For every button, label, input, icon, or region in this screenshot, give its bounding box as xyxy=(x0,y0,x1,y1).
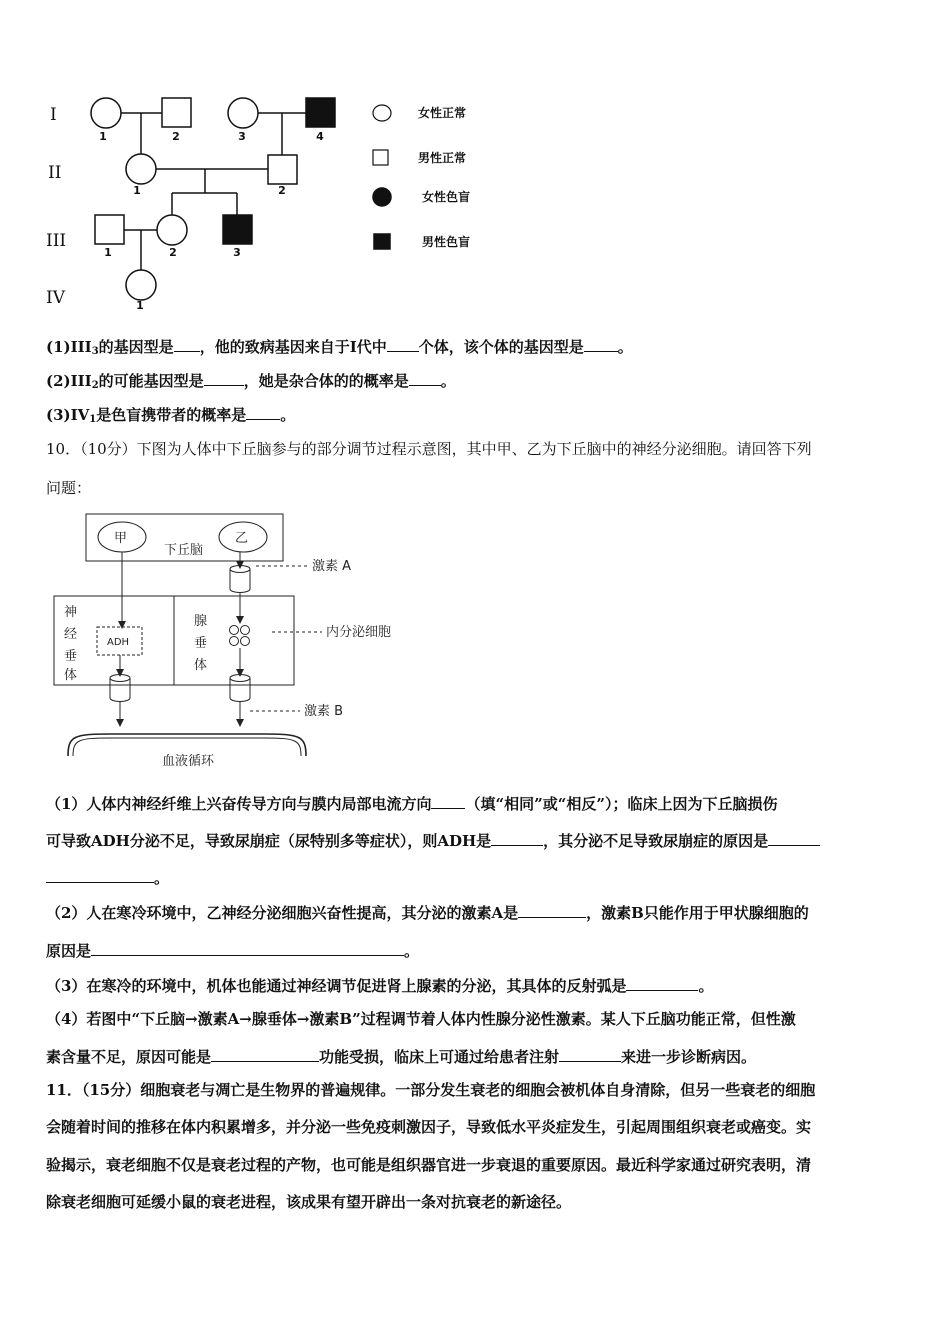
label-hormone-a: 激素 A xyxy=(312,559,352,574)
q11-line4: 除衰老细胞可延缓小鼠的衰老进程，该成果有望开辟出一条对抗衰老的新途径。 xyxy=(46,1193,572,1211)
num-III2: 2 xyxy=(169,246,177,259)
label-neuro-2: 经 xyxy=(64,627,78,642)
label-jia: 甲 xyxy=(114,531,128,546)
answer-blank[interactable] xyxy=(518,903,586,918)
pedigree-I4-male-colorblind xyxy=(306,98,335,127)
endocrine-cell-icon xyxy=(230,626,239,635)
pedigree-I3-female-normal xyxy=(228,98,258,128)
q10-part4-line2: 素含量不足，原因可能是 功能受损，临床上可通过给患者注射 来进一步诊断病因。 xyxy=(46,1048,757,1066)
num-I1: 1 xyxy=(99,130,107,143)
gen-label-I: I xyxy=(50,105,57,125)
pedigree-I2-male-normal xyxy=(162,98,191,127)
gen-label-III: III xyxy=(46,231,67,251)
answer-blank[interactable] xyxy=(46,868,154,883)
legend-male-normal-icon xyxy=(373,150,388,165)
label-neuro-1: 神 xyxy=(64,605,78,620)
q10-part3: （3）在寒冷的环境中，机体也能通过神经调节促进肾上腺素的分泌，其具体的反射弧是 。 xyxy=(46,977,714,995)
label-adeno-2: 垂 xyxy=(194,636,208,651)
label-yi: 乙 xyxy=(235,531,249,546)
pedigree-III2-female-normal xyxy=(157,215,187,245)
q11-line3: 验揭示，衰老细胞不仅是衰老过程的产物，也可能是组织器官进一步衰退的重要原因。最近科学家通过研究表明，清 xyxy=(46,1156,812,1174)
pedigree-IV1-female-normal xyxy=(126,270,156,300)
legend-female-normal: 女性正常 xyxy=(418,106,467,120)
num-II1: 1 xyxy=(133,184,141,197)
label-neuro-3: 垂 xyxy=(64,649,78,664)
legend-female-normal-icon xyxy=(373,105,391,121)
answer-blank[interactable] xyxy=(387,337,419,352)
pedigree-I1-female-normal xyxy=(91,98,121,128)
label-blood-circulation: 血液循环 xyxy=(162,754,215,769)
hypothalamus-diagram xyxy=(50,510,430,780)
pedigree-III1-male-normal xyxy=(95,215,124,244)
legend-male-normal: 男性正常 xyxy=(418,151,467,165)
q10-header-cont: 问题： xyxy=(46,479,92,497)
num-IV1: 1 xyxy=(136,299,144,312)
q10-header: 10．（10分）下图为人体中下丘脑参与的部分调节过程示意图，其中甲、乙为下丘脑中的神经分泌细胞。请回答下列 xyxy=(46,440,812,458)
label-hypothalamus: 下丘脑 xyxy=(164,543,204,558)
q10-part2-line1: （2）人在寒冷环境中，乙神经分泌细胞兴奋性提高，其分泌的激素A是 ，激素B只能作用于甲状腺细胞的 xyxy=(46,904,809,922)
legend-female-colorblind: 女性色盲 xyxy=(422,190,471,204)
q10-part1-line1: （1）人体内神经纤维上兴奋传导方向与膜内局部电流方向 （填“相同”或“相反”）；临床上因为下丘脑损伤 xyxy=(46,795,778,813)
q10-part4-line1: （4）若图中“下丘脑→激素A→腺垂体→激素B”过程调节着人体内性腺分泌性激素。某人下丘脑功能正常，但性激 xyxy=(46,1010,796,1028)
q11-line1: 11．（15分）细胞衰老与凋亡是生物界的普遍规律。一部分发生衰老的细胞会被机体自身清除，但另一些衰老的细胞 xyxy=(46,1081,816,1099)
label-hormone-b: 激素 B xyxy=(304,704,344,719)
num-I3: 3 xyxy=(238,130,246,143)
answer-blank[interactable] xyxy=(409,371,441,386)
label-adh: ADH xyxy=(107,637,130,648)
legend-male-colorblind-icon xyxy=(374,234,390,249)
blood-circulation-bracket xyxy=(68,734,306,756)
q10-part1-line2: 可导致ADH分泌不足，导致尿崩症（尿特别多等症状），则ADH是 ，其分泌不足导致尿崩症的原因是 xyxy=(46,830,906,851)
q9-part2: $(2)III_2$的可能基因型是 ，她是杂合体的的概率是 。 xyxy=(46,372,456,391)
pedigree-chart xyxy=(0,80,520,320)
answer-blank[interactable] xyxy=(626,976,698,991)
answer-blank[interactable] xyxy=(174,337,200,352)
answer-blank[interactable] xyxy=(204,371,244,386)
legend-male-colorblind: 男性色盲 xyxy=(422,235,471,249)
q10-part1-line3: 。 xyxy=(46,867,906,888)
q11-line2: 会随着时间的推移在体内积累增多，并分泌一些免疫刺激因子，导致低水平炎症发生，引起周围组织衰老或癌变。实 xyxy=(46,1118,812,1136)
answer-blank[interactable] xyxy=(211,1047,319,1062)
gen-label-II: II xyxy=(48,163,62,183)
pedigree-III3-male-colorblind xyxy=(223,215,252,244)
label-adeno-1: 腺 xyxy=(194,614,208,629)
label-endocrine-cell: 内分泌细胞 xyxy=(326,625,392,640)
answer-blank[interactable] xyxy=(246,405,280,420)
num-I4: 4 xyxy=(316,130,324,143)
pedigree-II1-female-normal xyxy=(126,154,156,184)
answer-blank[interactable] xyxy=(91,941,404,956)
num-III1: 1 xyxy=(104,246,112,259)
answer-blank[interactable] xyxy=(768,831,820,846)
answer-blank[interactable] xyxy=(491,831,543,846)
q9-part3: $(3)IV_1$是色盲携带者的概率是 。 xyxy=(46,406,296,425)
num-III3: 3 xyxy=(233,246,241,259)
q9-part1: $(1)III_3$的基因型是 ，他的致病基因来自于Ⅰ代中 个体，该个体的基因型是 。 xyxy=(46,338,633,357)
num-II2: 2 xyxy=(278,184,286,197)
pedigree-II2-male-normal xyxy=(268,155,297,184)
label-neuro-4: 体 xyxy=(64,668,78,683)
legend-female-colorblind-icon xyxy=(373,188,391,206)
answer-blank[interactable] xyxy=(431,794,465,809)
answer-blank[interactable] xyxy=(559,1047,621,1062)
label-adeno-3: 体 xyxy=(194,658,208,673)
num-I2: 2 xyxy=(172,130,180,143)
gen-label-IV: IV xyxy=(46,288,65,308)
q10-part2-line2: 原因是 。 xyxy=(46,942,420,960)
answer-blank[interactable] xyxy=(584,337,618,352)
